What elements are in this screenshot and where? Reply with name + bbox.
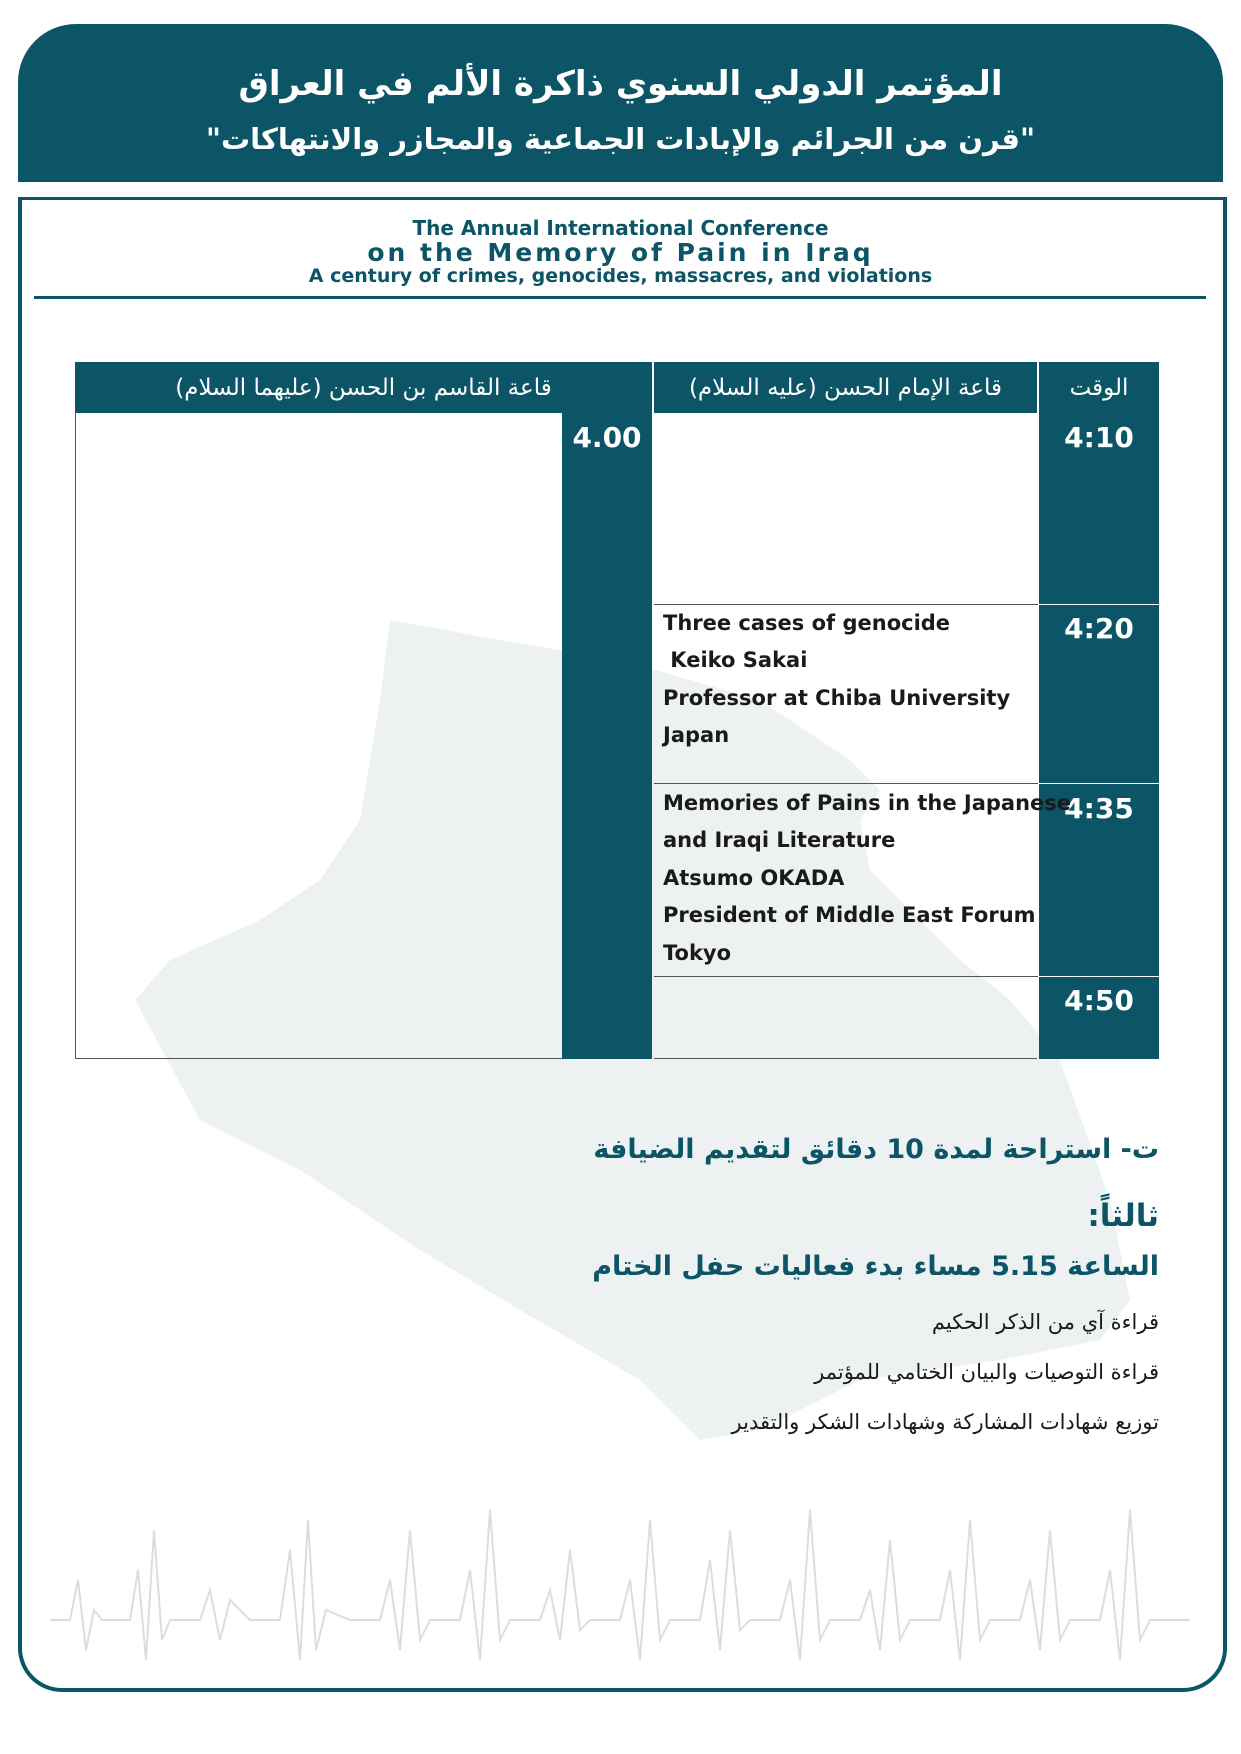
arabic-title: المؤتمر الدولي السنوي ذاكرة الألم في العراق [238,64,1003,104]
arabic-subtitle: "قرن من الجرائم والإبادات الجماعية والمجازر والانتهاكات" [205,122,1036,156]
hasan-time-column [1039,413,1159,1059]
closing-item: توزيع شهادات المشاركة وشهادات الشكر والتقدير [731,1410,1159,1434]
closing-item: قراءة التوصيات والبيان الختامي للمؤتمر [814,1360,1159,1384]
session-line: Memories of Pains in the Japanese [663,791,1072,815]
session-line: Japan [663,723,730,747]
row-divider [1039,604,1159,605]
header-banner [18,24,1223,182]
session-time: 4:50 [1064,984,1134,1017]
section-third-heading: ثالثاً: [1087,1198,1159,1234]
session-line: Atsumo OKADA [663,866,845,890]
row-divider [654,783,1038,784]
session-line: Tokyo [663,941,732,965]
qasim-time-column [562,413,652,1059]
header-time: الوقت [1039,362,1159,413]
english-title-line3: A century of crimes, genocides, massacres, and violations [308,265,933,287]
qasim-time: 4.00 [572,421,642,454]
row-divider [1039,976,1159,977]
closing-ceremony-heading: الساعة 5.15 مساء بدء فعاليات حفل الختام [592,1251,1159,1282]
session-time: 4:35 [1064,792,1134,825]
english-title-line1: The Annual International Conference [412,216,829,240]
break-note: ت- استراحة لمدة 10 دقائق لتقديم الضيافة [593,1134,1159,1165]
header-hall-qasim: قاعة القاسم بن الحسن (عليهما السلام) [75,362,652,413]
session-line: Professor at Chiba University [663,686,1011,710]
row-divider [1039,783,1159,784]
session-line: and Iraqi Literature [663,828,896,852]
closing-item: قراءة آي من الذكر الحكيم [931,1310,1159,1334]
qasim-cell [75,413,563,1059]
session-line: Keiko Sakai [663,648,808,672]
session-line: President of Middle East Forum [663,903,1036,927]
title-divider [34,296,1206,299]
heartbeat-line [50,1490,1190,1710]
session-time: 4:20 [1064,612,1134,645]
header-hall-hasan: قاعة الإمام الحسن (عليه السلام) [654,362,1037,413]
row-divider [654,976,1038,977]
english-title-line2: on the Memory of Pain in Iraq [367,238,874,267]
session-time: 4:10 [1064,421,1134,454]
row-divider [654,604,1038,605]
session-line: Three cases of genocide [663,611,951,635]
